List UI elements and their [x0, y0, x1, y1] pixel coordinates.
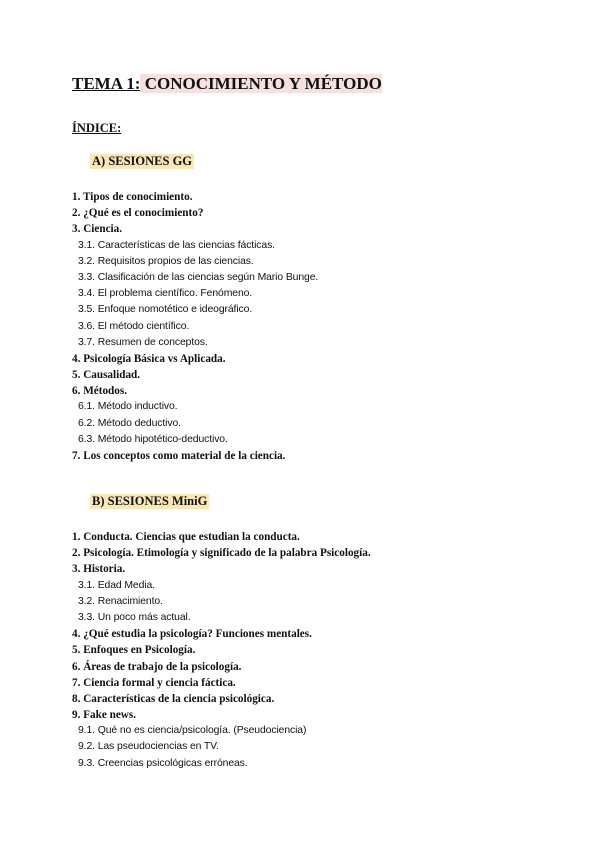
toc-subitem: 9.3. Creencias psicológicas erróneas.: [78, 757, 248, 769]
toc-subitem: 9.1. Qué no es ciencia/psicología. (Pseudociencia): [78, 725, 307, 737]
toc-item: 7. Ciencia formal y ciencia fáctica.: [72, 676, 236, 689]
toc-item: 4. ¿Qué estudia la psicología? Funciones mentales.: [72, 628, 312, 641]
toc-subitem: 3.4. El problema científico. Fenómeno.: [78, 288, 253, 300]
index-heading: ÍNDICE:: [72, 121, 122, 135]
toc-subitem: 6.1. Método inductivo.: [78, 401, 178, 413]
toc-subitem: 3.7. Resumen de conceptos.: [78, 336, 208, 348]
section-a-heading: A) SESIONES GG: [92, 154, 193, 168]
toc-item: 8. Características de la ciencia psicológica.: [72, 692, 275, 705]
toc-item: 2. Psicología. Etimología y significado de la palabra Psicología.: [72, 547, 371, 560]
toc-subitem: 3.1. Edad Media.: [78, 579, 155, 591]
title-main: CONOCIMIENTO Y MÉTODO: [140, 74, 382, 93]
toc-item: 1. Tipos de conocimiento.: [72, 191, 193, 203]
toc-subitem: 3.6. El método científico.: [78, 320, 190, 332]
toc-item: 4. Psicología Básica vs Aplicada.: [72, 352, 226, 365]
toc-item: 2. ¿Qué es el conocimiento?: [72, 207, 204, 220]
toc-subitem: 3.5. Enfoque nomotético e ideográfico.: [78, 304, 253, 316]
section-b-toc: [72, 529, 371, 772]
toc-subitem: 3.3. Clasificación de las ciencias según Mario Bunge.: [78, 271, 319, 283]
section-a-toc: [72, 189, 318, 464]
toc-subitem: 9.2. Las pseudociencias en TV.: [78, 741, 219, 753]
toc-subitem: 3.2. Requisitos propios de las ciencias.: [78, 255, 254, 267]
toc-item: 6. Áreas de trabajo de la psicología.: [72, 660, 242, 673]
toc-item: 7. Los conceptos como material de la ciencia.: [72, 450, 286, 462]
toc-subitem: 6.3. Método hipotético-deductivo.: [78, 433, 228, 445]
toc-subitem: 3.1. Características de las ciencias fácticas.: [78, 239, 275, 251]
toc-subitem: 3.3. Un poco más actual.: [78, 611, 191, 623]
toc-item: 5. Causalidad.: [72, 369, 141, 382]
toc-item: 9. Fake news.: [72, 709, 137, 722]
title-prefix: TEMA 1:: [72, 74, 141, 93]
toc-subitem: 3.2. Renacimiento.: [78, 595, 163, 607]
toc-item: 6. Métodos.: [72, 385, 127, 398]
document-title: [72, 74, 382, 94]
toc-item: 3. Historia.: [72, 563, 126, 576]
toc-item: 3. Ciencia.: [72, 223, 123, 236]
section-b-heading: B) SESIONES MiniG: [92, 494, 208, 508]
toc-subitem: 6.2. Método deductivo.: [78, 417, 181, 429]
toc-item: 5. Enfoques en Psicología.: [72, 644, 196, 657]
toc-item: 1. Conducta. Ciencias que estudian la conducta.: [72, 531, 300, 543]
